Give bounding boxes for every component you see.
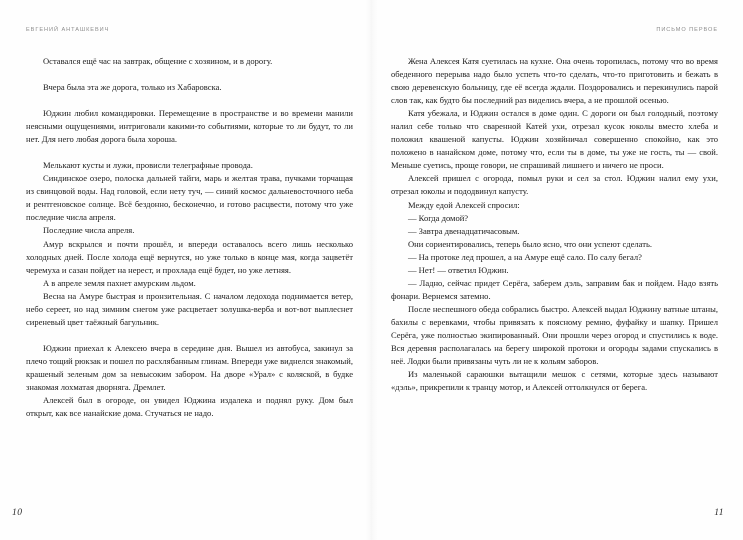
paragraph: — Ладно, сейчас придет Серёга, заберем дэль, заправим бак и пойдем. Надо взять фонари. Вернемся затемно.	[391, 277, 718, 301]
paragraph: — На протоке лед прошел, а на Амуре ещё сало. По салу бегал?	[408, 251, 642, 262]
paragraph: Из маленькой сараюшки вытащили мешок с сетями, которые здесь называют «дэль», прикрепили к транцу мотор, и Алексей оттолкнулся от берега.	[391, 369, 718, 393]
right-page-body	[391, 55, 718, 394]
right-page	[371, 0, 742, 540]
running-head-author: ЕВГЕНИЙ АНТАШКЕВИЧ	[26, 27, 110, 33]
paragraph: Алексей был в огороде, он увидел Юджина издалека и поднял руку. Дом был открыт, как все нанайские дома. Стучаться не надо.	[26, 395, 353, 419]
paragraph: Катя убежала, и Юджин остался в доме один. С дороги он был голодный, поэтому налил себе только что сваренной Катей ухи, отрезал кусок юколы вместо хлеба и положил квашеной капусты. Юджин хозяйничал совершенно спокойно, как это положено в нанайском доме, потому что, если ты в доме, ты уже не гость, ты — свой. Меньше суетись, проще говори, не спрашивай лишнего и ничего не проси.	[391, 108, 718, 171]
left-page	[0, 0, 371, 540]
paragraph: Жена Алексея Катя суетилась на кухне. Она очень торопилась, потому что во время обеденного перерыва надо было успеть что-то сделать, что-то приготовить и бежать в свою деревенскую больницу, где её всегда ждали. Поздоровались и перекинулись парой слов так, как будто бы последний раз виделись вчера, а не прошлой осенью.	[391, 56, 718, 106]
paragraph: — Завтра двенадцатичасовым.	[408, 225, 520, 236]
paragraph: Юджин приехал к Алексею вчера в середине дня. Вышел из автобуса, закинул за плечо тощий рюкзак и пошел по расхлябанным глинам. Впереди уже виднелся знакомый, крашеный зеленым дом за невысоким забором. На дворе «Урал» с коляской, в будке знакомая лохматая дворняга. Дремлет.	[26, 342, 353, 392]
paragraph: А в апреле земля пахнет амурским льдом.	[43, 277, 196, 288]
paragraph: Оставался ещё час на завтрак, общение с хозяином, и в дорогу.	[43, 56, 273, 66]
page-number-right: 11	[714, 508, 724, 518]
paragraph: Они сориентировались, теперь было ясно, что они успеют сделать.	[408, 238, 653, 249]
paragraph: Синдинское озеро, полоска дальней тайги, марь и желтая трава, пучками торчащая из свинцовой воды. Над головой, если нету туч, — синий космос дальневосточного неба и рентгеновское солнце. Всё бездонно, бесконечно, и готово расцвести, потому что уже последние числа апреля.	[26, 173, 353, 223]
paragraph: После неспешного обеда собрались быстро. Алексей выдал Юджину ватные штаны, бахилы с веревками, чтобы привязать к поясному ремню, фуфайку и шапку. Пришел Серёга, уже полностью экипированный. Они прошли через огород и спустились к воде. Вся деревня располагалась на берегу широкой протоки и огороды задами спускались в неё. Лодки были привязаны чуть ли не к кольям заборов.	[391, 303, 718, 367]
running-head-chapter: ПИСЬМО ПЕРВОЕ	[656, 27, 718, 33]
left-page-body	[26, 55, 353, 420]
paragraph: Алексей пришел с огорода, помыл руки и сел за стол. Юджин налил ему ухи, отрезал юколы и пододвинул капусту.	[391, 173, 718, 197]
paragraph: Весна на Амуре быстрая и пронзительная. С началом ледохода поднимается ветер, небо сереет, но над зимним снегом уже расцветает золушка-верба и вот-вот выплеснет сиреневый цвет таёжный багульник.	[26, 290, 353, 327]
paragraph: — Нет! — ответил Юджин.	[408, 264, 509, 275]
paragraph: Юджин любил командировки. Перемещение в пространстве и во времени манили неясными ощущениями, интриговали какими-то событиями, которые то ли будут, то ли нет. Для него любая дорога была хороша.	[26, 108, 353, 145]
paragraph: Мелькают кусты и лужи, провисли телеграфные провода.	[43, 160, 253, 171]
page-number-left: 10	[12, 508, 23, 518]
paragraph: Между едой Алексей спросил:	[408, 199, 520, 210]
paragraph: Последние числа апреля.	[43, 225, 135, 236]
paragraph: — Когда домой?	[408, 212, 469, 223]
paragraph: Вчера была эта же дорога, только из Хабаровска.	[43, 82, 222, 93]
paragraph: Амур вскрылся и почти прошёл, и впереди оставалось всего лишь несколько холодных дней. После холода ещё вернутся, но уже только в конце мая, когда зацветёт черемуха и сазан пойдет на нерест, и прохлада ещё будет, но уже летняя.	[26, 238, 353, 275]
